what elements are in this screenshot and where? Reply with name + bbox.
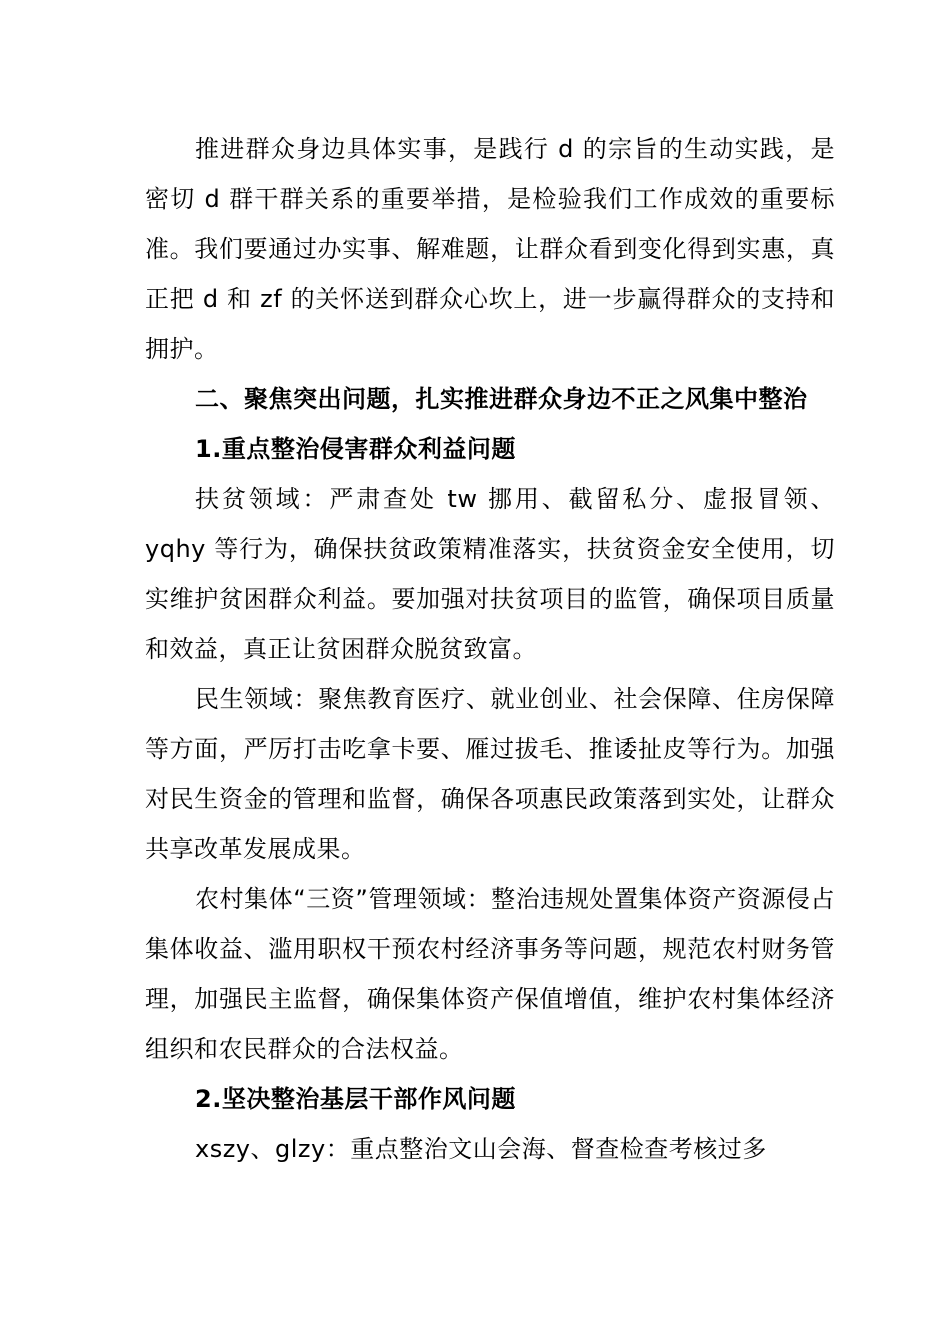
- subsection-heading: 1.重点整治侵害群众利益问题: [195, 435, 516, 463]
- section-heading: 二、聚焦突出问题，扎实推进群众身边不正之风集中整治: [195, 385, 808, 413]
- body-paragraph: 民生领域：聚焦教育医疗、就业创业、社会保障、住房保障等方面，严厉打击吃拿卡要、雁过拔毛、推诿扯皮等行为。加强对民生资金的管理和监督，确保各项惠民政策落到实处，让群众共享改革发展成果。: [145, 685, 835, 863]
- body-paragraph: xszy、glzy：重点整治文山会海、督查检查考核过多: [195, 1135, 767, 1163]
- body-paragraph: 推进群众身边具体实事，是践行 d 的宗旨的生动实践，是密切 d 群干群关系的重要举措，是检验我们工作成效的重要标准。我们要通过办实事、解难题，让群众看到变化得到实惠，真正把 d 和 zf 的关怀送到群众心坎上，进一步赢得群众的支持和拥护。: [145, 135, 835, 363]
- subsection-heading: 2.坚决整治基层干部作风问题: [195, 1085, 516, 1113]
- body-paragraph: 农村集体“三资”管理领域：整治违规处置集体资产资源侵占集体收益、滥用职权干预农村经济事务等问题，规范农村财务管理，加强民主监督，确保集体资产保值增值，维护农村集体经济组织和农民群众的合法权益。: [145, 885, 835, 1063]
- document-page: [145, 124, 835, 1174]
- body-paragraph: 扶贫领域：严肃查处 tw 挪用、截留私分、虚报冒领、yqhy 等行为，确保扶贫政策精准落实，扶贫资金安全使用，切实维护贫困群众利益。要加强对扶贫项目的监管，确保项目质量和效益，真正让贫困群众脱贫致富。: [145, 485, 835, 663]
